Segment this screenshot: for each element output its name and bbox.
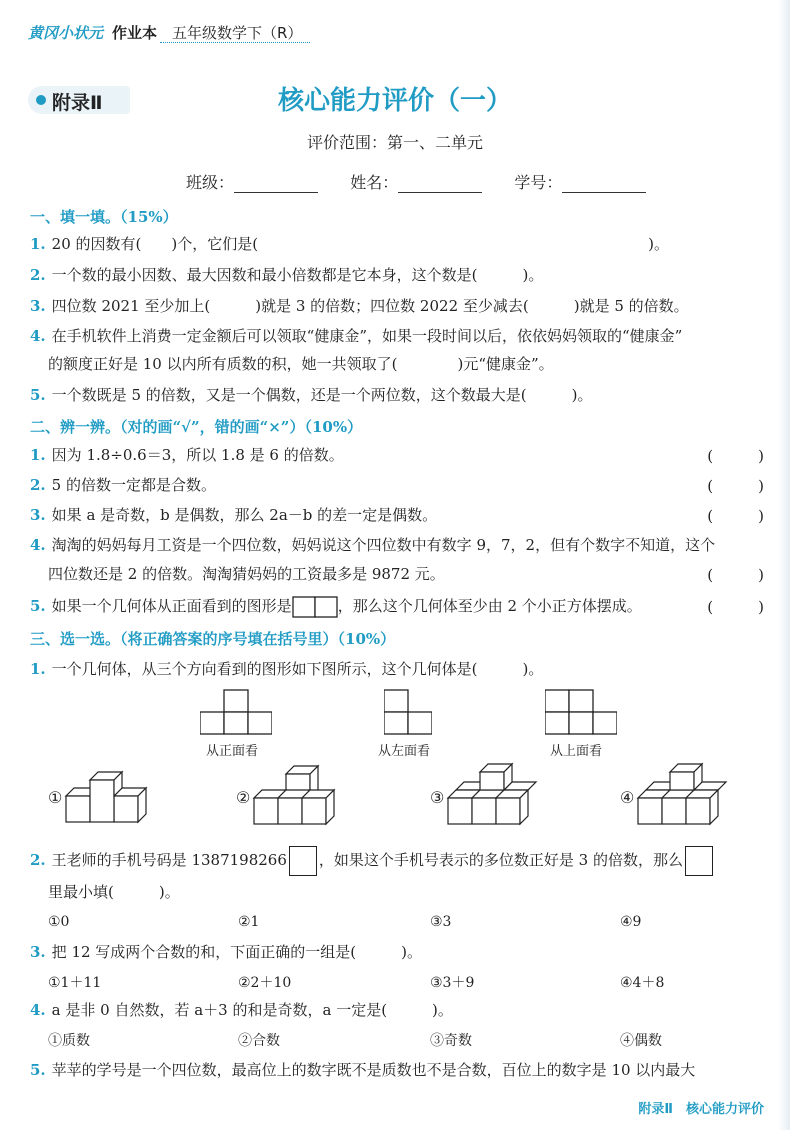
q-text: 因为 1.8÷0.6＝3，所以 1.8 是 6 的倍数。 bbox=[51, 446, 344, 464]
s3-q3-option-a[interactable]: ①1＋11 bbox=[48, 975, 102, 991]
class-label: 班级： bbox=[186, 173, 235, 192]
s3-q4-option-b[interactable]: ②合数 bbox=[238, 1033, 280, 1049]
cube-option-4-label[interactable]: ④ bbox=[620, 788, 635, 807]
s2-question-1 bbox=[30, 445, 344, 465]
q-num: 5. bbox=[30, 386, 46, 404]
s3-q2-option-a[interactable]: ①0 bbox=[48, 914, 70, 930]
q-text: 一个几何体，从三个方向看到的图形如下图所示，这个几何体是( )。 bbox=[51, 660, 544, 678]
s3-question-5 bbox=[30, 1060, 695, 1080]
s3-question-1 bbox=[30, 659, 543, 679]
brand-logo bbox=[28, 22, 103, 43]
q-num: 4. bbox=[30, 327, 46, 345]
cube-option-2-label[interactable]: ② bbox=[236, 788, 251, 807]
grade-label: 五年级数学下（R） bbox=[172, 24, 303, 42]
left-view-figure bbox=[384, 688, 432, 738]
s3-q2-option-d[interactable]: ④9 bbox=[620, 914, 642, 930]
section-2-title: 二、辨一辨。（对的画“√”，错的画“×”）（10%） bbox=[30, 418, 363, 436]
header-underline bbox=[160, 42, 310, 43]
book-type: 作业本 bbox=[112, 24, 158, 42]
s3-q3-option-d[interactable]: ④4＋8 bbox=[620, 975, 665, 991]
front-view-caption: 从正面看 bbox=[206, 744, 259, 759]
q-text: 如果 a 是奇数，b 是偶数，那么 2a－b 的差一定是偶数。 bbox=[51, 506, 438, 524]
q-text: 20 的因数有( )个，它们是( )。 bbox=[51, 235, 669, 253]
cube-option-1-figure bbox=[64, 768, 156, 830]
s3-question-2 bbox=[30, 846, 713, 876]
s3-q2-option-b[interactable]: ②1 bbox=[238, 914, 260, 930]
q-text: 5 的倍数一定都是合数。 bbox=[51, 476, 216, 494]
s2-question-3 bbox=[30, 505, 437, 525]
s3-question-3 bbox=[30, 942, 422, 962]
top-view-figure bbox=[545, 688, 617, 738]
cube-option-4-figure bbox=[636, 762, 732, 832]
q-num: 5. bbox=[30, 1061, 46, 1079]
class-field[interactable] bbox=[234, 192, 318, 193]
s3-q2-option-c[interactable]: ③3 bbox=[430, 914, 452, 930]
s1-question-4-line2: 的额度正好是 10 以内所有质数的积，她一共领取了( )元“健康金”。 bbox=[48, 355, 554, 373]
id-label: 学号： bbox=[514, 173, 563, 192]
q-num: 1. bbox=[30, 446, 46, 464]
s3-q4-option-a[interactable]: ①质数 bbox=[48, 1033, 90, 1049]
q-text-a: 如果一个几何体从正面看到的图形是 bbox=[51, 597, 292, 615]
section-3-title: 三、选一选。（将正确答案的序号填在括号里）（10%） bbox=[30, 630, 396, 648]
footer-label: 附录Ⅱ 核心能力评价 bbox=[638, 1102, 764, 1117]
brand-text: 黄冈小状元 bbox=[28, 24, 104, 42]
q-text-b: ，如果这个手机号表示的多位数正好是 3 的倍数，那么 bbox=[318, 851, 683, 869]
digit-box-2[interactable] bbox=[685, 846, 713, 876]
s1-question-1 bbox=[30, 234, 669, 254]
badge-label: 附录Ⅱ bbox=[52, 92, 103, 114]
q-num: 2. bbox=[30, 266, 46, 284]
q-num: 1. bbox=[30, 235, 46, 253]
q-num: 5. bbox=[30, 597, 46, 615]
name-label: 姓名： bbox=[350, 173, 399, 192]
s1-question-3 bbox=[30, 296, 689, 316]
page-title: 核心能力评价（一） bbox=[277, 86, 512, 116]
q-text: 苹苹的学号是一个四位数，最高位上的数字既不是质数也不是合数，百位上的数字是 10 以内最大 bbox=[51, 1061, 696, 1079]
answer-paren-2[interactable]: ( ) bbox=[707, 477, 764, 495]
s1-question-2 bbox=[30, 265, 543, 285]
q-num: 2. bbox=[30, 851, 46, 869]
left-view-caption: 从左面看 bbox=[378, 744, 431, 759]
s3-question-4 bbox=[30, 1000, 453, 1020]
q-text: 一个数既是 5 的倍数，又是一个偶数，还是一个两位数，这个数最大是( )。 bbox=[51, 386, 593, 404]
name-field[interactable] bbox=[398, 192, 482, 193]
cube-option-3-figure bbox=[446, 762, 542, 832]
q-text: 把 12 写成两个合数的和，下面正确的一组是( )。 bbox=[51, 943, 423, 961]
s3-q4-option-c[interactable]: ③奇数 bbox=[430, 1033, 472, 1049]
q-text-b: ，那么这个几何体至少由 2 个小正方体摆成。 bbox=[337, 597, 642, 615]
answer-paren-4[interactable]: ( ) bbox=[707, 566, 764, 584]
q-text-a: 王老师的手机号码是 1387198266 bbox=[51, 851, 287, 869]
q-text: 在手机软件上消费一定金额后可以领取“健康金”，如果一段时间以后，依依妈妈领取的“健康金” bbox=[51, 327, 683, 345]
student-info bbox=[186, 170, 646, 193]
s1-question-5 bbox=[30, 385, 592, 405]
q-text: 淘淘的妈妈每月工资是一个四位数，妈妈说这个四位数中有数字 9，7，2，但有个数字不知道，这个 bbox=[51, 536, 716, 554]
q-num: 1. bbox=[30, 660, 46, 678]
top-view-caption: 从上面看 bbox=[550, 744, 603, 759]
id-field[interactable] bbox=[562, 192, 646, 193]
s3-question-2-line2: 里最小填( )。 bbox=[48, 883, 180, 901]
answer-paren-5[interactable]: ( ) bbox=[707, 598, 764, 616]
s2-question-4 bbox=[30, 535, 715, 555]
q-text: 四位数 2021 至少加上( )就是 3 的倍数；四位数 2022 至少减去( )就是 5 的倍数。 bbox=[51, 297, 689, 315]
cube-option-3-label[interactable]: ③ bbox=[430, 788, 445, 807]
two-square-figure bbox=[292, 596, 338, 618]
q-num: 4. bbox=[30, 536, 46, 554]
section-1-title: 一、填一填。（15%） bbox=[30, 208, 178, 226]
digit-box[interactable] bbox=[289, 846, 317, 876]
s2-question-5 bbox=[30, 596, 642, 618]
s2-question-4-line2: 四位数还是 2 的倍数。淘淘猜妈妈的工资最多是 9872 元。 bbox=[48, 565, 445, 583]
cube-option-2-figure bbox=[252, 762, 348, 832]
scope-text: 评价范围：第一、二单元 bbox=[306, 133, 483, 152]
q-num: 4. bbox=[30, 1001, 46, 1019]
q-num: 3. bbox=[30, 297, 46, 315]
q-num: 3. bbox=[30, 506, 46, 524]
s3-q3-option-c[interactable]: ③3＋9 bbox=[430, 975, 475, 991]
s3-q4-option-d[interactable]: ④偶数 bbox=[620, 1033, 662, 1049]
s1-question-4 bbox=[30, 326, 682, 346]
s3-q3-option-b[interactable]: ②2＋10 bbox=[238, 975, 292, 991]
q-num: 2. bbox=[30, 476, 46, 494]
page-edge-shade bbox=[778, 0, 790, 1130]
s2-question-2 bbox=[30, 475, 216, 495]
answer-paren-3[interactable]: ( ) bbox=[707, 507, 764, 525]
q-num: 3. bbox=[30, 943, 46, 961]
front-view-figure bbox=[200, 688, 272, 738]
cube-option-1-label[interactable]: ① bbox=[48, 788, 63, 807]
q-text: a 是非 0 自然数，若 a＋3 的和是奇数，a 一定是( )。 bbox=[51, 1001, 453, 1019]
q-text: 一个数的最小因数、最大因数和最小倍数都是它本身，这个数是( )。 bbox=[51, 266, 544, 284]
answer-paren-1[interactable]: ( ) bbox=[707, 447, 764, 465]
